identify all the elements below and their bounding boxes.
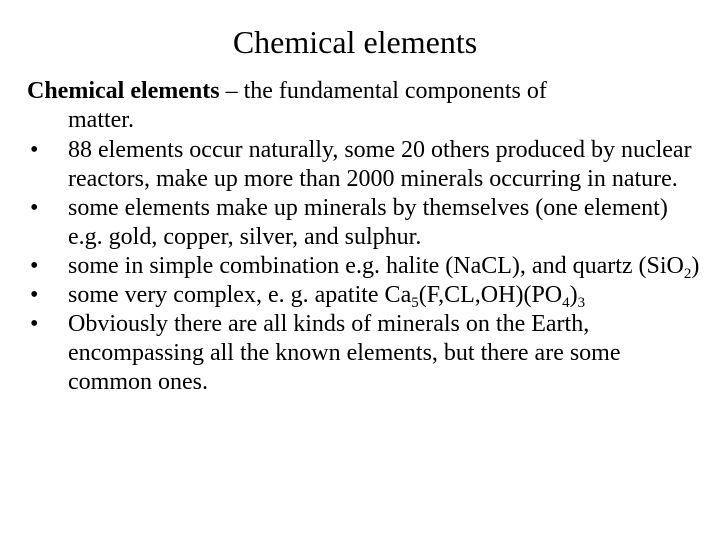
bullet-item-simple-combination <box>0 252 700 281</box>
bullet-item-natural-elements <box>0 136 700 194</box>
bullet-marker: • <box>30 311 39 337</box>
slide-title: Chemical elements <box>232 24 478 60</box>
bullet-text: Obviously there are all kinds of minerals on the Earth, encompassing all the known elements, but there are some common ones. <box>68 311 621 395</box>
bullet-marker: • <box>30 282 39 308</box>
bullet-marker: • <box>30 195 39 221</box>
intro-definition-text: – the fundamental components of <box>219 78 547 104</box>
bullet-text-part: ) <box>691 253 700 279</box>
bullet-item-single-element-minerals <box>0 194 700 252</box>
bullet-text-part: (F,CL,OH)(PO <box>418 282 563 308</box>
intro-definition <box>27 77 687 135</box>
bullet-text <box>68 253 700 282</box>
bullet-text <box>68 282 586 311</box>
bullet-marker: • <box>30 253 39 279</box>
bullet-text-part: ) <box>569 282 578 308</box>
subscript: 3 <box>577 295 586 311</box>
bullet-marker: • <box>30 137 39 163</box>
bullet-item-complex <box>0 281 700 310</box>
bullet-text: some elements make up minerals by themselves (one element) e.g. gold, copper, silver, and sulphur. <box>68 195 668 250</box>
subscript: 2 <box>683 266 692 282</box>
intro-term: Chemical elements <box>27 78 220 104</box>
bullet-text: 88 elements occur naturally, some 20 others produced by nuclear reactors, make up more than 2000 minerals occurring in nature. <box>68 137 692 192</box>
bullet-text-part: CL), and quartz (Si <box>481 253 667 279</box>
bullet-item-all-kinds <box>0 310 700 397</box>
bullet-text-part: some in simple combination e.g. halite (Na <box>68 253 482 279</box>
bullet-text-part: O <box>666 253 684 279</box>
intro-line-1 <box>27 77 687 106</box>
subscript: 4 <box>562 295 570 311</box>
intro-line-2: matter. <box>68 107 134 133</box>
bullet-list <box>0 136 700 397</box>
subscript: 5 <box>411 295 419 311</box>
bullet-text-part: some very complex, e. g. apatite Ca <box>68 282 412 308</box>
